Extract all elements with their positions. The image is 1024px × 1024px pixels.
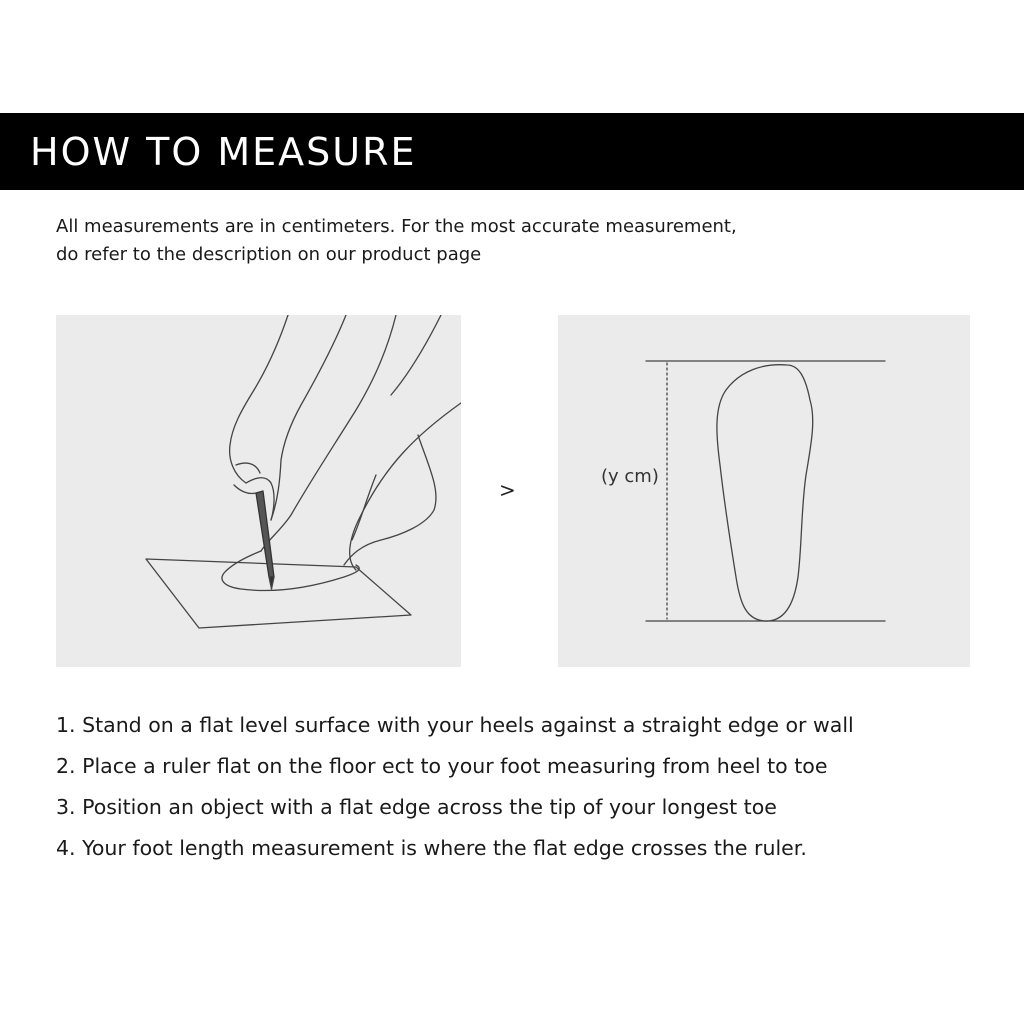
measure-label: (y cm) [601, 466, 659, 487]
step-item: 3. Position an object with a flat edge across the tip of your longest toe [56, 795, 777, 819]
page-title: HOW TO MEASURE [30, 130, 417, 174]
arrow-icon: > [499, 478, 516, 502]
foot-tracing-icon [56, 315, 461, 667]
title-band [0, 113, 1024, 190]
foot-tracing-panel [56, 315, 461, 667]
intro-line-1: All measurements are in centimeters. For the most accurate measurement, [56, 216, 737, 237]
step-item: 2. Place a ruler flat on the floor ect to your foot measuring from heel to toe [56, 754, 828, 778]
footprint-outline-icon [558, 315, 970, 667]
footprint-panel [558, 315, 970, 667]
step-item: 4. Your foot length measurement is where the flat edge crosses the ruler. [56, 836, 807, 860]
step-item: 1. Stand on a flat level surface with your heels against a straight edge or wall [56, 713, 854, 737]
instruction-steps [56, 705, 996, 869]
intro-line-2: do refer to the description on our product page [56, 244, 482, 265]
intro-text [56, 213, 956, 269]
